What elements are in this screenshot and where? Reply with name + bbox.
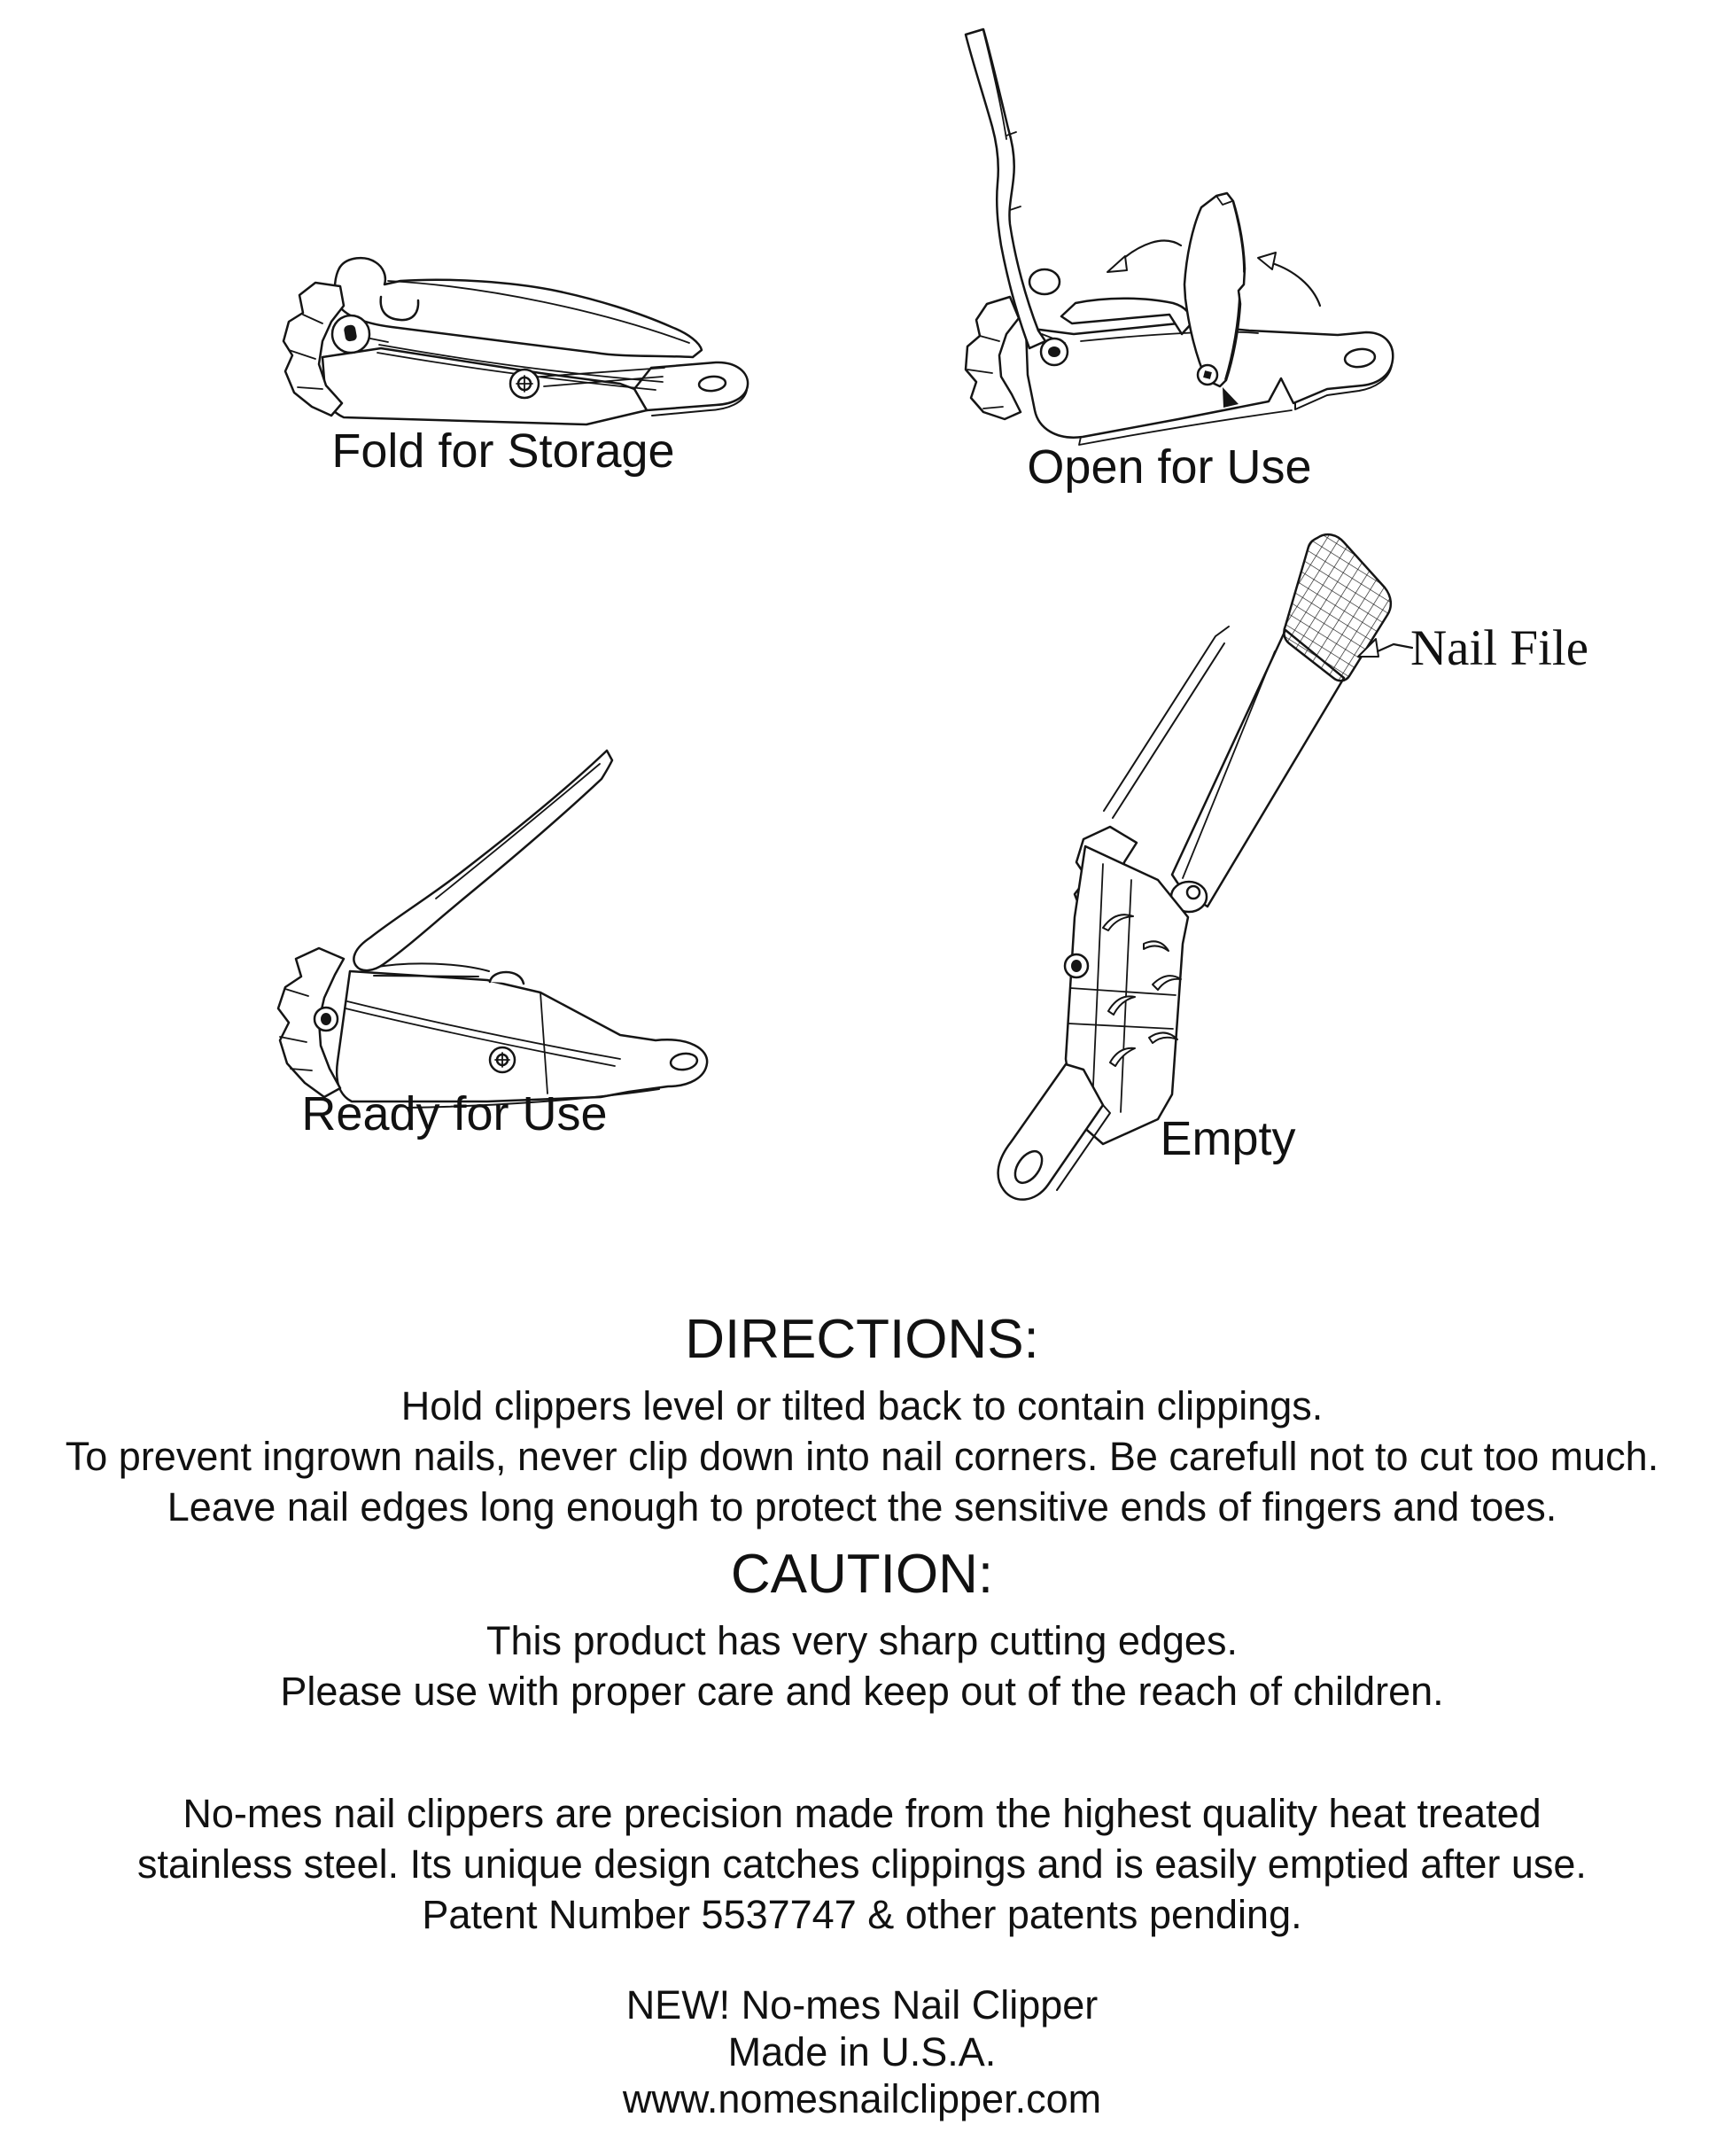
folded-clipper-drawing: [248, 235, 757, 434]
label-open-for-use: Open for Use: [1027, 440, 1312, 494]
open-clipper-drawing: [957, 22, 1479, 465]
figure-ready-clipper: [266, 744, 726, 1117]
label-empty: Empty: [1160, 1112, 1296, 1165]
empty-clipper-drawing: [970, 527, 1413, 1214]
about-line: No-mes nail clippers are precision made from the highest quality heat treated: [182, 1791, 1542, 1836]
about-line: stainless steel. Its unique design catches clippings and is easily emptied after use.: [137, 1841, 1587, 1887]
label-fold-for-storage: Fold for Storage: [331, 424, 675, 478]
caution-title: CAUTION:: [730, 1544, 994, 1605]
about-text: [0, 1788, 1724, 1940]
label-ready-for-use: Ready for Use: [301, 1087, 608, 1140]
caution-line: Please use with proper care and keep out of the reach of children.: [280, 1669, 1444, 1714]
ready-clipper-drawing: [266, 744, 726, 1117]
figure-empty-clipper: [970, 527, 1413, 1214]
directions-title: DIRECTIONS:: [685, 1309, 1039, 1370]
figure-folded-clipper: [248, 235, 757, 434]
nail-file-callout: Nail File: [1410, 620, 1589, 676]
caution-line: This product has very sharp cutting edges.: [486, 1618, 1238, 1663]
footer-madein-line: Made in U.S.A.: [727, 2029, 997, 2074]
caution-text: [0, 1615, 1724, 1716]
footer-product-line: NEW! No-mes Nail Clipper: [625, 1982, 1099, 2028]
directions-line: To prevent ingrown nails, never clip down into nail corners. Be carefull not to cut too much.: [65, 1434, 1659, 1479]
footer-website: www.nomesnailclipper.com: [622, 2076, 1102, 2121]
directions-line: Hold clippers level or tilted back to contain clippings.: [400, 1383, 1324, 1428]
footer-text: [0, 1981, 1724, 2122]
figure-open-clipper: [957, 22, 1479, 465]
about-line: Patent Number 5537747 & other patents pending.: [422, 1892, 1302, 1937]
directions-text: [0, 1381, 1724, 1532]
directions-line: Leave nail edges long enough to protect the sensitive ends of fingers and toes.: [167, 1484, 1557, 1529]
